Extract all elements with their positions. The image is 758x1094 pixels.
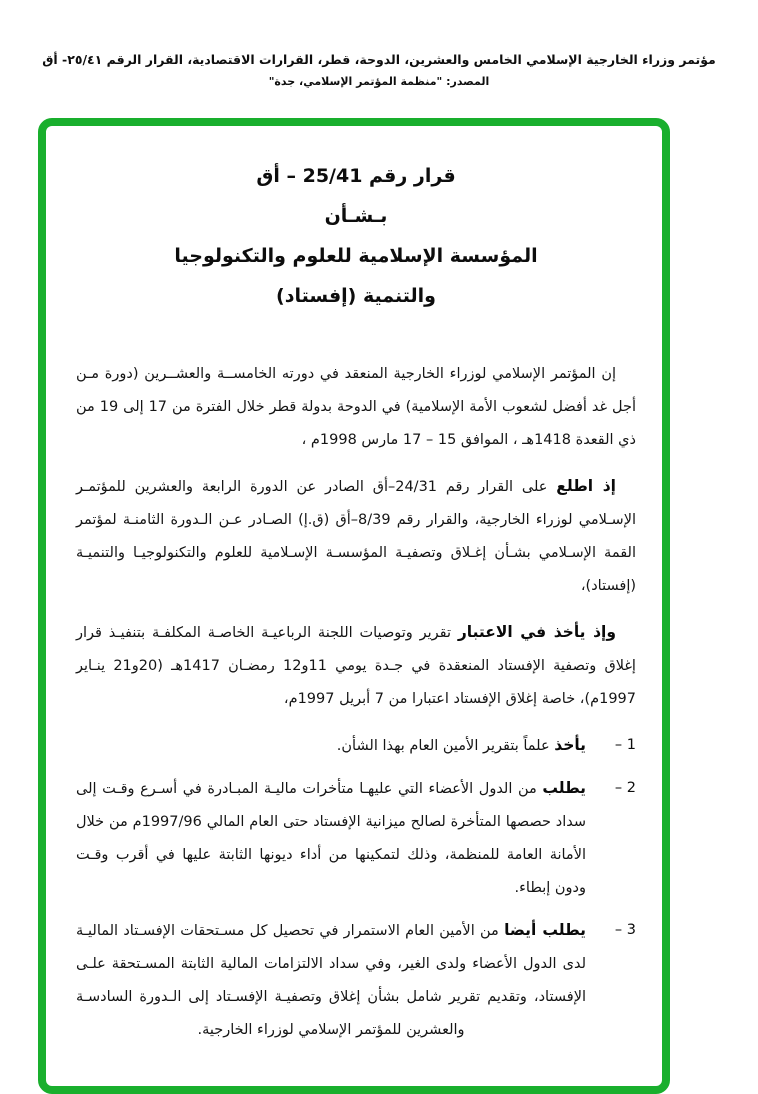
header-source-line: المصدر: "منظمة المؤتمر الإسلامي، جدة" bbox=[268, 75, 490, 88]
item-1-number: 1 – bbox=[614, 737, 636, 753]
item-2-number: 2 – bbox=[614, 780, 636, 796]
operative-item-3 bbox=[76, 914, 636, 1047]
preamble-3-text: تقرير وتوصيات اللجنة الرباعيـة الخاصـة المكلفـة بتنفيـذ قرار إغلاق وتصفية الإفستاد المنعقدة في جـدة يومي 11و12 رمضـان 1417هـ (20و21 ينـاير 1997م)، خاصة إغلاق الإفستاد اعتبارا من 7 أبريل 1997م، bbox=[76, 625, 636, 707]
preamble-2-lead: إذ اطلع bbox=[556, 477, 616, 495]
operative-item-2 bbox=[76, 772, 636, 905]
title-regarding-word: بـشـأن bbox=[324, 205, 388, 227]
item-3-number: 3 – bbox=[614, 922, 636, 938]
preamble-paragraph-1 bbox=[76, 358, 636, 457]
operative-item-1 bbox=[76, 729, 636, 763]
operative-paragraphs bbox=[76, 729, 636, 1047]
item-1-lead: يأخذ bbox=[554, 736, 586, 754]
title-subject-line-1: المؤسسة الإسلامية للعلوم والتكنولوجيا bbox=[174, 245, 538, 267]
item-2-text: من الدول الأعضاء التي عليهـا متأخرات ماليـة المبـادرة في أسـرع وقـت إلى سداد حصصها المتأخرة لصالح ميزانية الإفستاد حتى العام المالي 1997/96م من خلال الأمانة العامة للمنظمة، وذلك لتمكينها من أداء ديونها الثابتة عليها في أقرب وقـت ودون إبطاء. bbox=[76, 781, 586, 896]
item-3-text: من الأمين العام الاستمرار في تحصيل كل مسـتحقات الإفسـتاد الماليـة لدى الدول الأعضاء ولدى الغير، وفي سداد الالتزامات المالية الثابتة المسـتحقة علـى الإفستاد، وتقديم تقرير شامل بشأن إغلاق وتصفيـة الإفسـتاد إلى الـدورة السادسـة والعشرين للمؤتمر الإسلامي لوزراء الخارجية. bbox=[76, 923, 586, 1038]
title-resolution-number: قرار رقم 25/41 – أق bbox=[256, 165, 456, 187]
item-2-lead: يطلب bbox=[542, 779, 586, 797]
preamble-3-lead: وإذ يأخذ في الاعتبار bbox=[457, 623, 617, 641]
resolution-border-box bbox=[38, 118, 670, 1094]
title-subject-line-2: والتنمية (إفستاد) bbox=[276, 285, 436, 307]
item-1-body bbox=[76, 729, 586, 763]
resolution-title bbox=[76, 156, 636, 316]
preamble-2-text: على القرار رقم 24/31–أق الصادر عن الدورة الرابعة والعشرين للمؤتمـر الإسـلامي لوزراء الخارجية، والقرار رقم 8/39–أق (ق.إ) الصـادر عـن الـدورة الثامنـة لمؤتمر القمة الإسـلامي بشـأن إغـلاق وتصفيـة المؤسسـة الإسـلامية للعلوم والتكنولوجيـا والتنميـة (إفستاد)، bbox=[76, 479, 636, 594]
item-3-body bbox=[76, 914, 586, 1047]
item-2-body bbox=[76, 772, 586, 905]
header-conference-line: مؤتمر وزراء الخارجية الإسلامي الخامس والعشرين، الدوحة، قطر، القرارات الاقتصادية، القرار الرقم ٢٥/٤١- أق bbox=[42, 52, 716, 67]
item-1-text: علماً بتقرير الأمين العام بهذا الشأن. bbox=[336, 738, 550, 754]
preamble-paragraph-2 bbox=[76, 470, 636, 603]
preamble-1-text: إن المؤتمر الإسلامي لوزراء الخارجية المنعقد في دورته الخامســة والعشــرين (دورة مـن أجل غد أفضل لشعوب الأمة الإسلامية) في الدوحة بدولة قطر خلال الفترة من 17 إلى 19 من ذي القعدة 1418هـ ، الموافق 15 – 17 مارس 1998م ، bbox=[76, 366, 636, 448]
document-header bbox=[20, 50, 738, 90]
item-3-lead: يطلب أيضا bbox=[504, 921, 586, 939]
preamble-paragraph-3 bbox=[76, 616, 636, 716]
